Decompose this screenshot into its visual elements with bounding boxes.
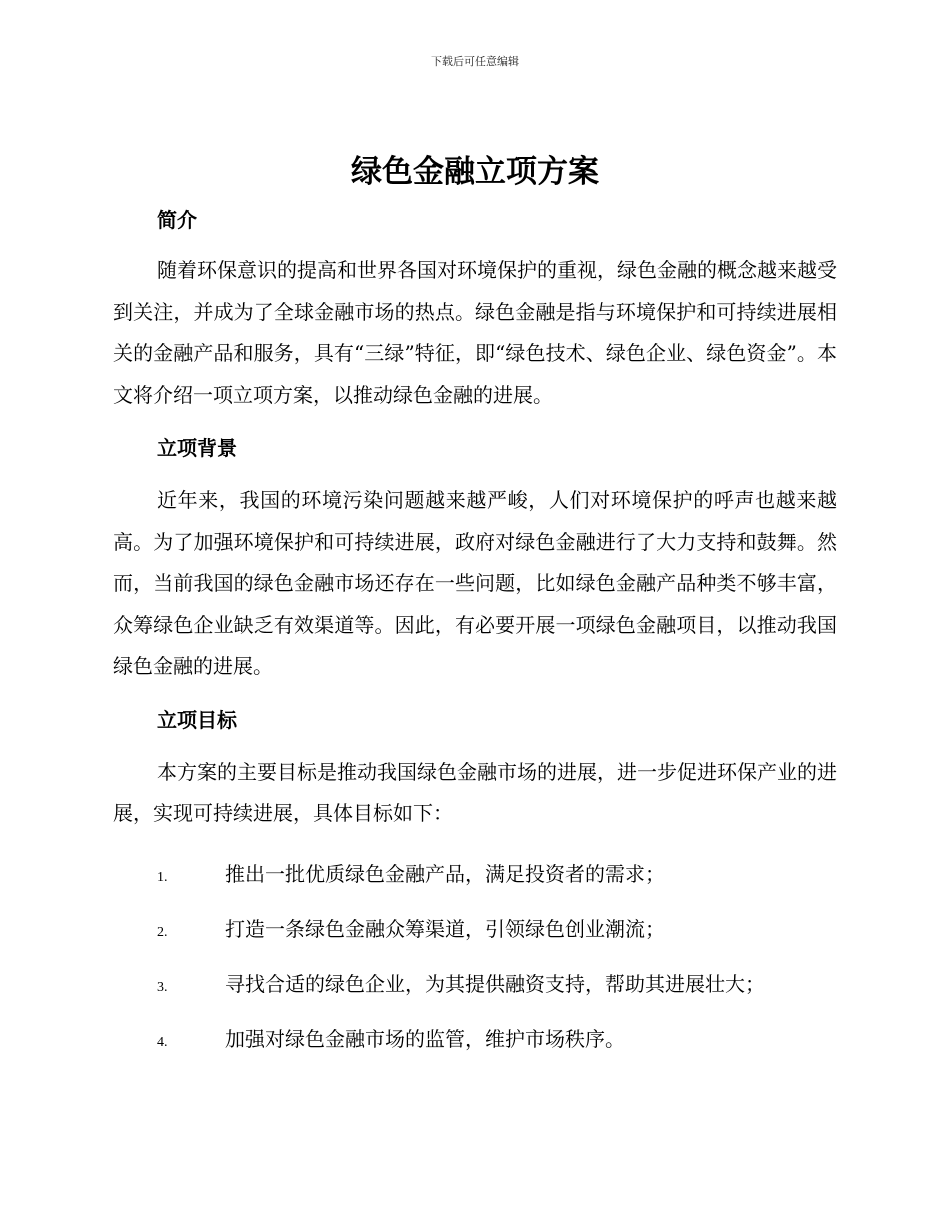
document-body [113, 200, 837, 1067]
section-heading-intro: 简介 [157, 208, 197, 232]
goal-text: 寻找合适的绿色企业，为其提供融资支持，帮助其进展壮大； [225, 971, 765, 996]
goal-list-item [113, 847, 837, 902]
goal-text: 打造一条绿色金融众筹渠道，引领绿色创业潮流； [225, 916, 665, 941]
goal-list-item [113, 957, 837, 1012]
goal-text: 加强对绿色金融市场的监管，维护市场秩序。 [225, 1026, 625, 1051]
goal-list-item [113, 902, 837, 957]
page-header-note: 下载后可任意编辑 [431, 55, 519, 68]
goal-number: 4. [157, 1034, 168, 1050]
paragraph-background: 近年来，我国的环境污染问题越来越严峻，人们对环境保护的呼声也越来越高。为了加强环境保护和可持续进展，政府对绿色金融进行了大力支持和鼓舞。然而，当前我国的绿色金融市场还存在一些问题，比如绿色金融产品种类不够丰富，众筹绿色企业缺乏有效渠道等。因此，有必要开展一项绿色金融项目，以推动我国绿色金融的进展。 [113, 488, 837, 678]
goal-list [113, 847, 837, 1067]
goal-list-item [113, 1012, 837, 1067]
goal-text: 推出一批优质绿色金融产品，满足投资者的需求； [225, 861, 665, 886]
section-heading-goals: 立项目标 [157, 707, 237, 732]
goal-number: 3. [157, 979, 168, 995]
goal-number: 2. [157, 924, 168, 940]
paragraph-intro: 随着环保意识的提高和世界各国对环境保护的重视，绿色金融的概念越来越受到关注，并成为了全球金融市场的热点。绿色金融是指与环境保护和可持续进展相关的金融产品和服务，具有“三绿”特征，即“绿色技术、绿色企业、绿色资金”。本文将介绍一项立项方案，以推动绿色金融的进展。 [113, 258, 837, 407]
document-title: 绿色金融立项方案 [351, 154, 599, 190]
section-heading-background: 立项背景 [157, 436, 237, 460]
goal-number: 1. [157, 869, 168, 885]
paragraph-goals: 本方案的主要目标是推动我国绿色金融市场的进展，进一步促进环保产业的进展，实现可持续进展，具体目标如下： [113, 759, 837, 825]
